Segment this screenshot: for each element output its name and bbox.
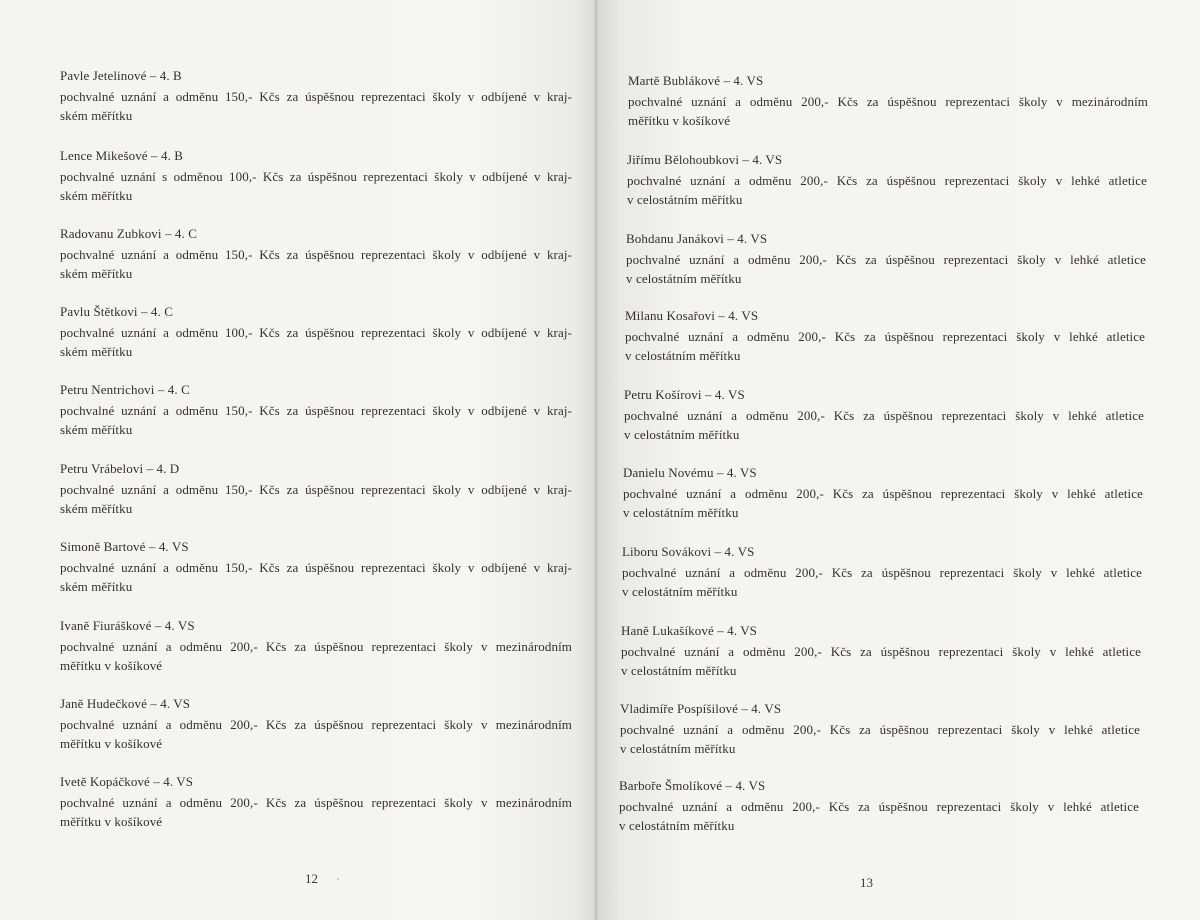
recipient-name: Simoně Bartové – 4. VS [60, 539, 189, 554]
award-entry [627, 150, 1147, 209]
recipient-name: Lence Mikešové – 4. B [60, 148, 184, 163]
award-text-line: pochvalné uznání s odměnou 100,- Kčs za úspěšnou reprezentaci školy v odbíjené v kraj- [60, 169, 572, 184]
award-text-line: pochvalné uznání a odměnu 200,- Kčs za úspěšnou reprezentaci školy v mezinárodním [60, 717, 572, 732]
award-text-line: pochvalné uznání a odměnu 200,- Kčs za úspěšnou reprezentaci školy v lehké atletice [624, 408, 1144, 423]
award-text-line: v celostátním měřítku [620, 741, 736, 756]
award-text-line: v celostátním měřítku [625, 348, 741, 363]
left-page [0, 0, 597, 920]
award-text-line: v celostátním měřítku [624, 427, 740, 442]
page-number: 12 [305, 871, 318, 886]
award-text-line: měřítku v košíkové [60, 814, 163, 829]
recipient-name: Danielu Novému – 4. VS [623, 465, 757, 480]
award-text-line: v celostátním měřítku [627, 192, 743, 207]
recipient-name: Milanu Kosařovi – 4. VS [625, 308, 759, 323]
award-text-line: pochvalné uznání a odměnu 200,- Kčs za úspěšnou reprezentaci školy v lehké atletice [622, 565, 1142, 580]
award-text-line: pochvalné uznání a odměnu 200,- Kčs za úspěšnou reprezentaci školy v lehké atletice [625, 329, 1145, 344]
recipient-name: Jiřímu Bělohoubkovi – 4. VS [627, 152, 783, 167]
recipient-name: Martě Bublákové – 4. VS [628, 73, 764, 88]
award-entry [60, 537, 572, 596]
award-entry [621, 621, 1141, 680]
award-entry [623, 463, 1143, 522]
award-text-line: pochvalné uznání a odměnu 150,- Kčs za úspěšnou reprezentaci školy v odbíjené v kraj- [60, 560, 572, 575]
award-text-line: pochvalné uznání a odměnu 200,- Kčs za úspěšnou reprezentaci školy v lehké atletice [627, 173, 1147, 188]
award-text-line: pochvalné uznání a odměnu 200,- Kčs za úspěšnou reprezentaci školy v lehké atletice [623, 486, 1143, 501]
page-number: 13 [860, 875, 873, 890]
recipient-name: Petru Košírovi – 4. VS [624, 387, 745, 402]
recipient-name: Barboře Šmolíkové – 4. VS [619, 778, 766, 793]
award-text-line: ském měřítku [60, 344, 133, 359]
award-text-line: v celostátním měřítku [626, 271, 742, 286]
award-entry [628, 71, 1148, 130]
award-text-line: měřítku v košíkové [60, 658, 163, 673]
award-text-line: pochvalné uznání a odměnu 150,- Kčs za úspěšnou reprezentaci školy v odbíjené v kraj- [60, 89, 572, 104]
recipient-name: Radovanu Zubkovi – 4. C [60, 226, 197, 241]
award-text-line: ském měřítku [60, 501, 133, 516]
award-entry [60, 772, 572, 831]
award-text-line: pochvalné uznání a odměnu 200,- Kčs za úspěšnou reprezentaci školy v lehké atletice [619, 799, 1139, 814]
award-text-line: pochvalné uznání a odměnu 200,- Kčs za úspěšnou reprezentaci školy v lehké atletice [621, 644, 1141, 659]
award-text-line: v celostátním měřítku [621, 663, 737, 678]
award-entry [60, 459, 572, 518]
award-text-line: ském měřítku [60, 579, 133, 594]
award-entry [60, 146, 572, 205]
award-entry [60, 616, 572, 675]
award-text-line: pochvalné uznání a odměnu 150,- Kčs za úspěšnou reprezentaci školy v odbíjené v kraj- [60, 482, 572, 497]
recipient-name: Ivetě Kopáčkové – 4. VS [60, 774, 194, 789]
award-entry [60, 66, 572, 125]
award-text-line: pochvalné uznání a odměnu 200,- Kčs za úspěšnou reprezentaci školy v mezinárodním [60, 639, 572, 654]
recipient-name: Petru Nentrichovi – 4. C [60, 382, 190, 397]
award-text-line: v celostátním měřítku [623, 505, 739, 520]
right-page [597, 0, 1200, 920]
recipient-name: Haně Lukašíkové – 4. VS [621, 623, 758, 638]
award-entry [626, 229, 1146, 288]
award-entry [60, 302, 572, 361]
award-entry [624, 385, 1144, 444]
award-text-line: pochvalné uznání a odměnu 150,- Kčs za úspěšnou reprezentaci školy v odbíjené v kraj- [60, 247, 572, 262]
award-entry [619, 776, 1139, 835]
recipient-name: Janě Hudečkové – 4. VS [60, 696, 191, 711]
award-text-line: v celostátním měřítku [619, 818, 735, 833]
recipient-name: Bohdanu Janákovi – 4. VS [626, 231, 768, 246]
award-text-line: pochvalné uznání a odměnu 200,- Kčs za úspěšnou reprezentaci školy v mezinárodním [628, 94, 1148, 109]
award-text-line: ském měřítku [60, 108, 133, 123]
award-entry [60, 694, 572, 753]
award-entry [60, 380, 572, 439]
award-entry [622, 542, 1142, 601]
recipient-name: Liboru Sovákovi – 4. VS [622, 544, 755, 559]
award-text-line: pochvalné uznání a odměnu 200,- Kčs za úspěšnou reprezentaci školy v mezinárodním [60, 795, 572, 810]
award-text-line: měřítku v košíkové [60, 736, 163, 751]
award-text-line: v celostátním měřítku [622, 584, 738, 599]
award-text-line: pochvalné uznání a odměnu 200,- Kčs za úspěšnou reprezentaci školy v lehké atletice [620, 722, 1140, 737]
award-entry [620, 699, 1140, 758]
award-text-line: ském měřítku [60, 266, 133, 281]
recipient-name: Petru Vrábelovi – 4. D [60, 461, 180, 476]
recipient-name: Vladimíře Pospíšilové – 4. VS [620, 701, 782, 716]
award-entry [625, 306, 1145, 365]
recipient-name: Pavlu Štětkovi – 4. C [60, 304, 173, 319]
paper-speck [337, 878, 339, 880]
recipient-name: Pavle Jetelinové – 4. B [60, 68, 182, 83]
recipient-name: Ivaně Fiuráškové – 4. VS [60, 618, 195, 633]
award-text-line: pochvalné uznání a odměnu 150,- Kčs za úspěšnou reprezentaci školy v odbíjené v kraj- [60, 403, 572, 418]
award-text-line: ském měřítku [60, 188, 133, 203]
award-text-line: pochvalné uznání a odměnu 200,- Kčs za úspěšnou reprezentaci školy v lehké atletice [626, 252, 1146, 267]
award-text-line: ském měřítku [60, 422, 133, 437]
award-text-line: pochvalné uznání a odměnu 100,- Kčs za úspěšnou reprezentaci školy v odbíjené v kraj- [60, 325, 572, 340]
award-entry [60, 224, 572, 283]
award-text-line: měřítku v košíkové [628, 113, 731, 128]
